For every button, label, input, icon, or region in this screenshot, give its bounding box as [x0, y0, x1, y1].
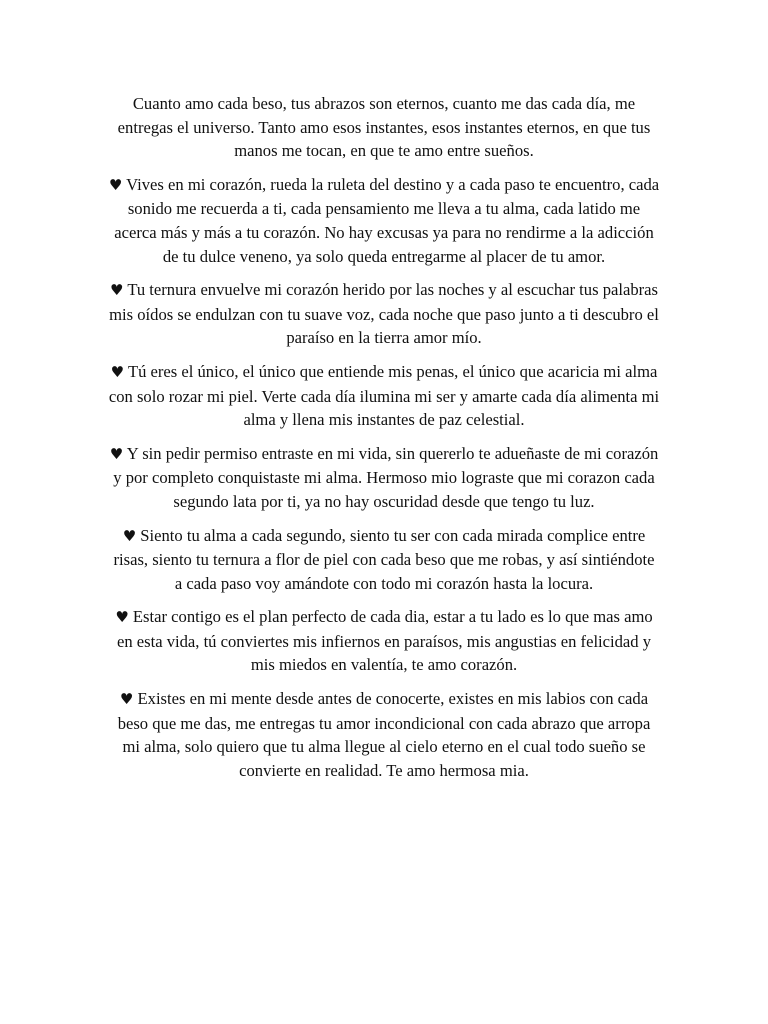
paragraph-text: Cuanto amo cada beso, tus abrazos son eternos, cuanto me das cada día, me entregas el universo. Tanto amo esos instantes, esos instantes eternos, en que tus manos me tocan, en que te amo entre sueños. [117, 94, 651, 161]
heart-icon: ♥ [109, 444, 124, 463]
document-page [108, 92, 660, 792]
paragraph-6 [108, 524, 660, 596]
paragraph-2 [108, 173, 660, 268]
paragraph-5 [108, 442, 660, 514]
paragraph-text: Tu ternura envuelve mi corazón herido por las noches y al escuchar tus palabras mis oídos se endulzan con tu suave voz, cada noche que paso junto a ti descubro el paraíso en la tierra amor mío. [109, 280, 659, 348]
paragraph-7 [108, 605, 660, 677]
paragraph-text: Siento tu alma a cada segundo, siento tu ser con cada mirada complice entre risas, siento tu ternura a flor de piel con cada beso que me robas, y así sintiéndote a cada paso voy amándote con todo mi corazón hasta la locura. [113, 525, 655, 593]
heart-icon: ♥ [122, 526, 137, 545]
heart-icon: ♥ [115, 608, 129, 627]
paragraph-text: Y sin pedir permiso entraste en mi vida, sin quererlo te adueñaste de mi corazón y por completo conquistaste mi alma. Hermoso mio lograste que mi corazon cada segundo lata por ti, ya no hay oscuridad desde que tengo tu luz. [113, 443, 659, 511]
heart-icon: ♥ [108, 175, 123, 194]
paragraph-1 [108, 92, 660, 163]
paragraph-3 [108, 278, 660, 350]
paragraph-text: Tú eres el único, el único que entiende mis penas, el único que acaricia mi alma con solo rozar mi piel. Verte cada día ilumina mi ser y amarte cada día alimenta mi alma y llena mis instantes de paz celestial. [108, 361, 660, 430]
paragraph-text: Estar contigo es el plan perfecto de cada dia, estar a tu lado es lo que mas amo en esta vida, tú conviertes mis infiernos en paraísos, mis angustias en felicidad y mis miedos en valentía, te amo corazón. [116, 607, 653, 675]
heart-icon: ♥ [110, 362, 125, 381]
heart-icon: ♥ [119, 690, 134, 709]
paragraph-4 [108, 360, 660, 432]
paragraph-text: Existes en mi mente desde antes de conocerte, existes en mis labios con cada beso que me das, me entregas tu amor incondicional con cada abrazo que arropa mi alma, solo quiero que tu alma llegue al cielo eterno en el cual todo sueño se convierte en realidad. Te amo hermosa mia. [117, 689, 651, 780]
paragraph-text: Vives en mi corazón, rueda la ruleta del destino y a cada paso te encuentro, cada sonido me recuerda a ti, cada pensamiento me lleva a tu alma, cada latido me acerca más y más a tu corazón. No hay excusas ya para no rendirme a la adicción de tu dulce veneno, ya solo queda entregarme al placer de tu amor. [114, 174, 660, 266]
heart-icon: ♥ [110, 281, 124, 300]
paragraph-8 [108, 687, 660, 782]
